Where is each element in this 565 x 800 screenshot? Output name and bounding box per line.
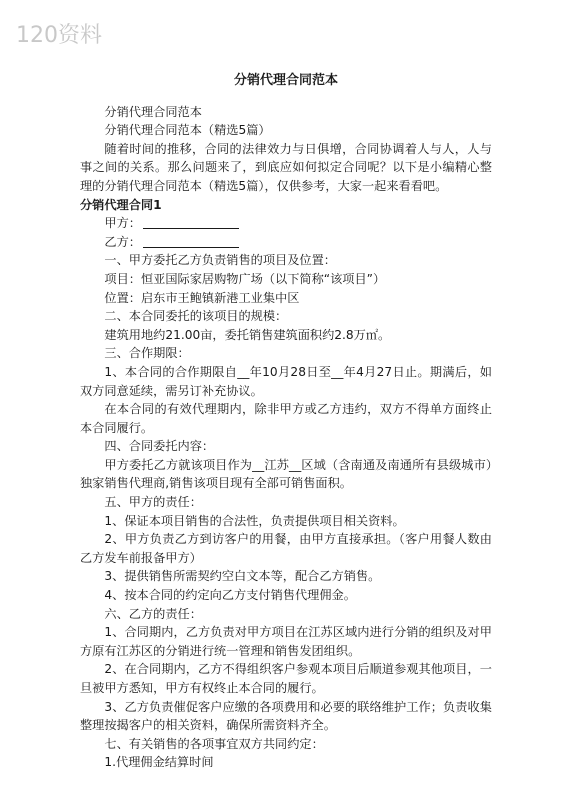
- clause: 七、有关销售的各项事宜双方共同约定：: [104, 736, 324, 751]
- party-a-label: 甲方：: [104, 216, 141, 231]
- clause: 项目：恒亚国际家居购物广场（以下简称“该项目”）: [104, 271, 386, 286]
- clause: 五、甲方的责任：: [104, 495, 202, 510]
- section-heading: 分销代理合同1: [80, 197, 162, 212]
- clause: 三、合作期限：: [104, 346, 190, 361]
- clause: 1.代理佣金结算时间: [104, 755, 214, 770]
- intro-paragraph: 随着时间的推移，合同的法律效力与日俱增，合同协调着人与人，人与事之间的关系。那么问题来了，到底应如何拟定合同呢？以下是小编精心整理的分销代理合同范本（精选5篇），仅供参考，大家一起来看看吧。: [80, 141, 492, 193]
- clause: 3、提供销售所需契约空白文本等，配合乙方销售。: [104, 569, 381, 584]
- intro-line: 分销代理合同范本: [104, 104, 202, 119]
- document-page: [80, 72, 492, 772]
- clause: 1、本合同的合作期限自__年10月28日至__年4月27日止。期满后，如双方同意延续，需另订补充协议。: [80, 364, 492, 398]
- party-b-blank: [143, 234, 239, 248]
- document-title: 分销代理合同范本: [233, 73, 338, 88]
- clause: 1、合同期内，乙方负责对甲方项目在江苏区域内进行分销的组织及对甲方原有江苏区的分销进行统一管理和销售发团组织。: [80, 625, 492, 658]
- clause: 3、乙方负责催促客户应缴的各项费用和必要的联络维护工作；负责收集整理按揭客户的相关资料，确保所需资料齐全。: [80, 699, 492, 733]
- party-b-label: 乙方：: [104, 234, 141, 249]
- clause: 一、甲方委托乙方负责销售的项目及位置：: [104, 253, 336, 268]
- watermark-logo: 120资料: [16, 23, 102, 48]
- clause: 4、按本合同的约定向乙方支付销售代理佣金。: [104, 588, 356, 603]
- intro-line: 分销代理合同范本（精选5篇）: [104, 123, 271, 138]
- party-b-line: [80, 233, 492, 252]
- clause: 甲方委托乙方就该项目作为__江苏__区域（含南通及南通所有县级城市）独家销售代理商,销售该项目现有全部可销售面积。: [80, 457, 492, 491]
- clause: 2、在合同期内，乙方不得组织客户参观本项目后顺道参观其他项目，一旦被甲方悉知，甲方有权终止本合同的履行。: [80, 662, 492, 695]
- clause: 1、保证本项目销售的合法性，负责提供项目相关资料。: [104, 513, 405, 528]
- clause: 2、甲方负责乙方到访客户的用餐，由甲方直接承担。（客户用餐人数由乙方发车前报备甲方）: [80, 532, 492, 565]
- clause: 六、乙方的责任：: [104, 606, 202, 621]
- party-a-line: [80, 214, 492, 233]
- clause: 位置：启东市王鲍镇新港工业集中区: [104, 290, 300, 305]
- clause: 在本合同的有效代理期内，除非甲方或乙方违约，双方不得单方面终止本合同履行。: [80, 402, 492, 435]
- party-a-blank: [143, 215, 239, 229]
- clause: 四、合同委托内容：: [104, 439, 215, 454]
- clause: 二、本合同委托的该项目的规模：: [104, 309, 288, 324]
- clause: 建筑用地约21.00亩，委托销售建筑面积约2.8万㎡。: [104, 327, 391, 342]
